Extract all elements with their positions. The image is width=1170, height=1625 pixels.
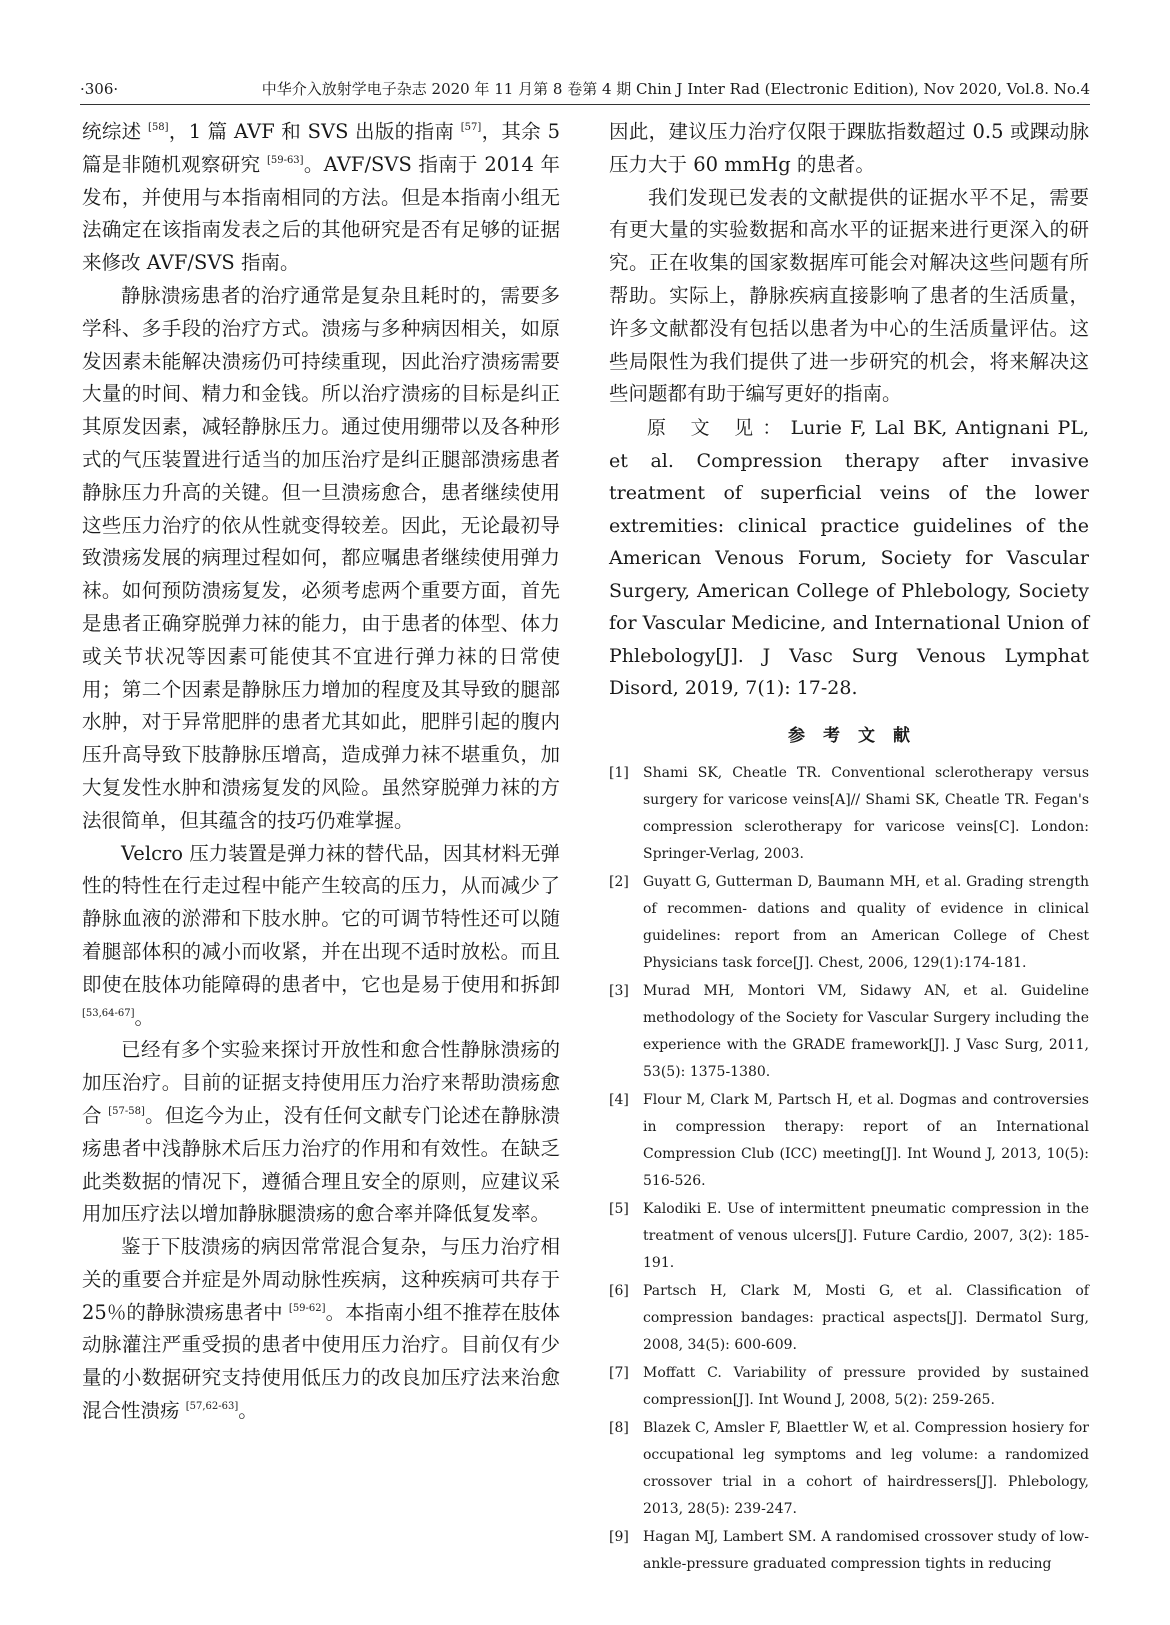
paragraph: 已经有多个实验来探讨开放性和愈合性静脉溃疡的加压治疗。目前的证据支持使用压力治疗来帮助溃疡愈合 [57-58]。但迄今为止，没有任何文献专门论述在静脉溃疡患者中浅静脉术后压力治疗的作用和有效性。在缺乏此类数据的情况下，遵循合理且安全的原则，应建议采用加压疗法以增加静脉腿溃疡的愈合率并降低复发率。 — [82, 1038, 560, 1226]
paragraph: 静脉溃疡患者的治疗通常是复杂且耗时的，需要多学科、多手段的治疗方式。溃疡与多种病因相关，如原发因素未能解决溃疡仍可持续重现，因此治疗溃疡需要大量的时间、精力和金钱。所以治疗溃疡的目标是纠正其原发因素，减轻静脉压力。通过使用绷带以及各种形式的气压装置进行适当的加压治疗是纠正腿部溃疡患者静脉压力升高的关键。但一旦溃疡愈合，患者继续使用这些压力治疗的依从性就变得较差。因此，无论最初导致溃疡发展的病理过程如何，都应嘱患者继续使用弹力袜。如何预防溃疡复发，必须考虑两个重要方面，首先是患者正确穿脱弹力袜的能力，由于患者的体型、体力或关节状况等因素可能使其不宜进行弹力袜的日常使用；第二个因素是静脉压力增加的程度及其导致的腿部水肿，对于异常肥胖的患者尤其如此，肥胖引起的腹内压升高导致下肢静脉压增高，造成弹力袜不堪重负，加大复发性水肿和溃疡复发的风险。虽然穿脱弹力袜的方法很简单，但其蕴含的技巧仍难掌握。 — [82, 283, 560, 832]
reference-item — [609, 1415, 1089, 1523]
citation-superscript: [58] — [148, 122, 169, 133]
citation-superscript: [57] — [460, 122, 482, 133]
reference-item — [609, 978, 1089, 1086]
right-column — [609, 116, 1089, 1579]
reference-list — [609, 760, 1089, 1578]
reference-item — [609, 1087, 1089, 1195]
reference-item — [609, 1278, 1089, 1359]
reference-number: [4] — [609, 1091, 629, 1108]
reference-text: Murad MH, Montori VM, Sidawy AN, et al. Guideline methodology of the Society for Vascular Surgery including the experience with the GRADE framework[J]. J Vasc Surg, 2011, 53(5): 1375-1380. — [643, 982, 1089, 1080]
reference-item — [609, 869, 1089, 977]
reference-text: Kalodiki E. Use of intermittent pneumatic compression in the treatment of venous ulcers[J]. Future Cardio, 2007, 3(2): 185-191. — [643, 1200, 1089, 1271]
reference-number: [5] — [609, 1200, 629, 1217]
citation-superscript: [57-58] — [108, 1105, 145, 1117]
paragraph: 鉴于下肢溃疡的病因常常混合复杂，与压力治疗相关的重要合并症是外周动脉性疾病，这种疾病可共存于 25％的静脉溃疡患者中 [59-62]。本指南小组不推荐在肢体动脉灌注严重受损的患者中使用压力治疗。目前仅有少量的小数据研究支持使用低压力的改良加压疗法来治愈混合性溃疡 [57,62-63]。 — [82, 1235, 560, 1423]
reference-item — [609, 1360, 1089, 1414]
reference-text: Hagan MJ, Lambert SM. A randomised crossover study of low-ankle-pressure graduated compression tights in reducing — [643, 1528, 1089, 1572]
reference-number: [3] — [609, 982, 629, 999]
reference-text: Guyatt G, Gutterman D, Baumann MH, et al. Grading strength of recommen- dations and quality of evidence in clinical guidelines: report from an American College of Chest Physicians task force[J]. Chest, 2006, 129(1):174-181. — [643, 873, 1089, 971]
reference-text: Blazek C, Amsler F, Blaettler W, et al. Compression hosiery for occupational leg symptoms and leg volume: a randomized crossover trial in a cohort of hairdressers[J]. Phlebology, 2013, 28(5): 239-247. — [643, 1419, 1089, 1517]
left-column — [82, 116, 560, 1428]
paragraph: 因此，建议压力治疗仅限于踝肱指数超过 0.5 或踝动脉压力大于 60 mmHg 的患者。 — [609, 120, 1089, 176]
reference-item — [609, 1196, 1089, 1277]
paragraph: 我们发现已发表的文献提供的证据水平不足，需要有更大量的实验数据和高水平的证据来进行更深入的研究。正在收集的国家数据库可能会对解决这些问题有所帮助。实际上，静脉疾病直接影响了患者的生活质量，许多文献都没有包括以患者为中心的生活质量评估。这些局限性为我们提供了进一步研究的机会，将来解决这些问题都有助于编写更好的指南。 — [609, 185, 1089, 406]
journal-citation-line: 中华介入放射学电子杂志 2020 年 11 月第 8 卷第 4 期 Chin J Inter Rad (Electronic Edition), Nov 2020, Vol.8. No.4 — [261, 80, 1090, 98]
citation-text: Lurie F, Lal BK, Antignani PL, et al. Compression therapy after invasive treatment of superficial veins of the lower extremities: clinical practice guidelines of the American Venous Forum, Society for Vascular Surgery, American College of Phlebology, Society for Vascular Medicine, and International Union of Phlebology[J]. J Vasc Surg Venous Lymphat Disord, 2019, 7(1): 17-28. — [609, 417, 1089, 700]
reference-text: Flour M, Clark M, Partsch H, et al. Dogmas and controversies in compression therapy: report of an International Compression Club (ICC) meeting[J]. Int Wound J, 2013, 10(5): 516-526. — [643, 1091, 1089, 1189]
reference-item — [609, 760, 1089, 868]
reference-text: Shami SK, Cheatle TR. Conventional sclerotherapy versus surgery for varicose veins[A]// Shami SK, Cheatle TR. Fegan's compression sclerotherapy for varicose veins[C]. London: Springer-Verlag, 2003. — [643, 764, 1089, 862]
reference-number: [6] — [609, 1282, 629, 1299]
reference-number: [8] — [609, 1419, 629, 1436]
citation-superscript: [53,64-67] — [82, 1007, 135, 1019]
citation-superscript: [59-63] — [266, 154, 304, 166]
original-article-citation — [609, 412, 1089, 705]
reference-text: Partsch H, Clark M, Mosti G, et al. Classification of compression bandages: practical aspects[J]. Dermatol Surg, 2008, 34(5): 600-609. — [643, 1282, 1089, 1353]
paragraph: Velcro 压力装置是弹力袜的替代品，因其材料无弹性的特性在行走过程中能产生较高的压力，从而减少了静脉血液的淤滞和下肢水肿。它的可调节特性还可以随着腿部体积的减小而收紧，并在出现不适时放松。而且即使在肢体功能障碍的患者中，它也是易于使用和拆卸 [53,64-67]。 — [82, 841, 560, 1029]
reference-item — [609, 1524, 1089, 1578]
reference-number: [9] — [609, 1528, 629, 1545]
reference-number: [2] — [609, 873, 629, 890]
page-number: ·306· — [80, 80, 119, 98]
citation-lead: 原 文 见： — [647, 417, 791, 440]
reference-text: Moffatt C. Variability of pressure provided by sustained compression[J]. Int Wound J, 2008, 5(2): 259-265. — [643, 1364, 1089, 1408]
running-head — [80, 74, 1090, 105]
paragraph: 统综述 [58]，1 篇 AVF 和 SVS 出版的指南 [57]，其余 5 篇是非随机观察研究 [59-63]。AVF/SVS 指南于 2014 年发布，并使用与本指南相同的方法。但是本指南小组无法确定在该指南发表之后的其他研究是否有足够的证据来修改 AVF/SVS 指南。 — [82, 120, 561, 275]
reference-number: [7] — [609, 1364, 629, 1381]
references-heading: 参考文献 — [788, 725, 928, 746]
citation-superscript: [59-62] — [288, 1302, 326, 1314]
reference-number: [1] — [609, 764, 629, 781]
citation-superscript: [57,62-63] — [185, 1401, 239, 1413]
